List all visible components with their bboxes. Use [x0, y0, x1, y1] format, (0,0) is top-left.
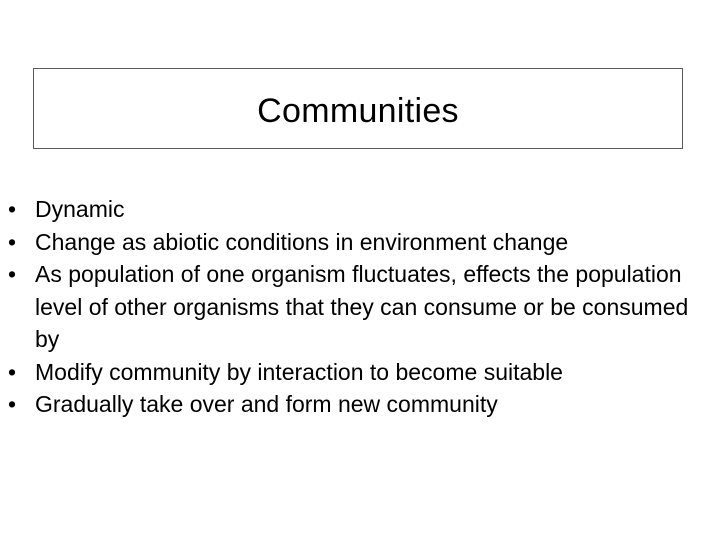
bullet-item: [8, 388, 712, 421]
bullet-dot-icon: •: [8, 358, 17, 385]
bullet-text: Dynamic: [35, 196, 125, 222]
bullet-text: Change as abiotic conditions in environment change: [35, 228, 569, 255]
bullet-item: [8, 193, 712, 226]
bullet-text: Gradually take over and form new community: [35, 391, 498, 417]
bullet-list: [8, 193, 712, 421]
bullet-dot-icon: •: [8, 196, 17, 222]
bullet-text: Modify community by interaction to become suitable: [35, 358, 563, 385]
bullet-item: [8, 226, 712, 259]
bullet-dot-icon: •: [8, 228, 17, 255]
bullet-dot-icon: •: [8, 261, 17, 287]
title-box: [33, 68, 683, 149]
bullet-item: [8, 356, 712, 389]
bullet-text: As population of one organism fluctuates, effects the population level of other organisms that they can consume or be consumed by: [35, 261, 689, 352]
slide-title: Communities: [257, 91, 459, 130]
bullet-dot-icon: •: [8, 391, 17, 417]
bullet-item: [8, 258, 712, 356]
